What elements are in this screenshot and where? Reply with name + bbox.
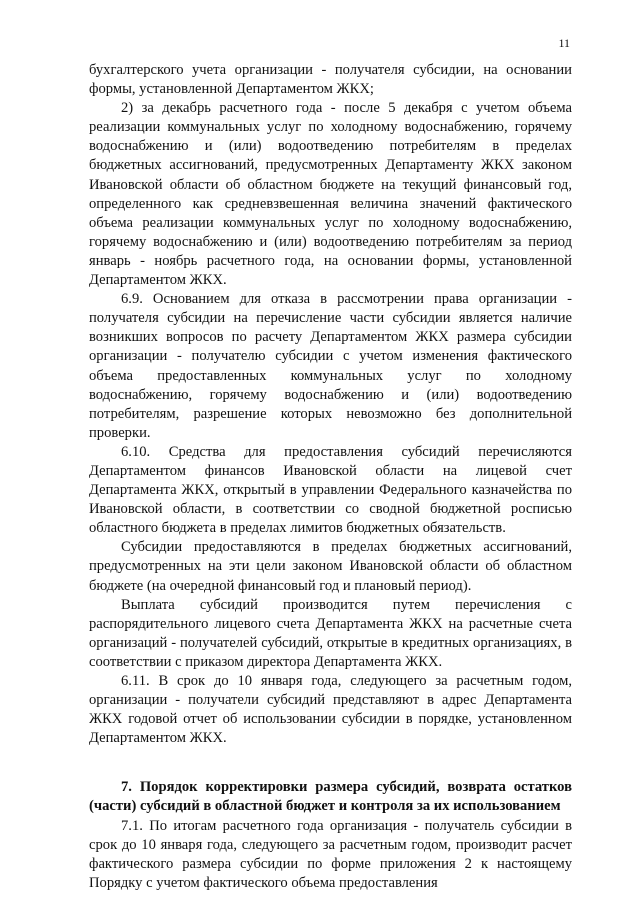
paragraph-6-9: 6.9. Основанием для отказа в рассмотрении права организации - получателя субсидии на перечисление части субсидии является наличие возникших вопросов по расчету Департаментом ЖКХ размера субсидии организации - получателю субсидии с учетом изменения фактического объема предоставленных коммунальных услуг по холодному водоснабжению, горячему водоснабжению и (или) водоотведению потребителям, разрешение которых невозможно без дополнительной проверки. <box>89 291 572 441</box>
paragraph-continuation: бухгалтерского учета организации - получателя субсидии, на основании формы, установленной Департаментом ЖКХ; <box>89 62 572 98</box>
paragraph-subsidies-limits: Субсидии предоставляются в пределах бюджетных ассигнований, предусмотренных на эти цели законом Ивановской области об областном бюджете (на очередной финансовый год и плановый период). <box>89 539 572 594</box>
paragraph-7-1: 7.1. По итогам расчетного года организация - получатель субсидии в срок до 10 января года, следующего за расчетным годом, производит расчет фактического размера субсидии по форме приложения 2 к настоящему Порядку с учетом фактического объема предоставления <box>89 817 572 891</box>
paragraph-6-11: 6.11. В срок до 10 января года, следующего за расчетным годом, организации - получатели субсидий представляют в адрес Департамента ЖКХ годовой отчет об использовании субсидии в порядке, установленном Департаментом ЖКХ. <box>89 673 572 747</box>
paragraph-december-period: 2) за декабрь расчетного года - после 5 декабря с учетом объема реализации коммунальных услуг по холодному водоснабжению, горячему водоснабжению и (или) водоотведению потребителям в пределах бюджетных ассигнований, предусмотренных Департаменту ЖКХ законом Ивановской области об областном бюджете на текущий финансовый год, определенного как средневзвешенная величина значений фактического объема реализации коммунальных услуг по холодному водоснабжению, горячему водоснабжению и (или) водоотведению потребителям за период январь - ноябрь расчетного года, на основании формы, установленной Департаментом ЖКХ. <box>89 100 572 289</box>
document-body <box>89 61 572 893</box>
paragraph-6-10: 6.10. Средства для предоставления субсидий перечисляются Департаментом финансов Ивановской области на лицевой счет Департамента ЖКХ, открытый в управлении Федерального казначейства по Ивановской области, в соответствии со сводной бюджетной росписью областного бюджета в пределах лимитов бюджетных обязательств. <box>89 443 572 537</box>
page-number: 11 <box>558 36 570 50</box>
paragraph-payment: Выплата субсидий производится путем перечисления с распорядительного лицевого счета Департамента ЖКХ на расчетные счета организаций - получателей субсидий, открытые в кредитных организациях, в соответствии с приказом директора Департамента ЖКХ. <box>89 596 572 670</box>
section-heading-7: 7. Порядок корректировки размера субсидий, возврата остатков (части) субсидий в областной бюджет и контроля за их использованием <box>89 779 572 815</box>
